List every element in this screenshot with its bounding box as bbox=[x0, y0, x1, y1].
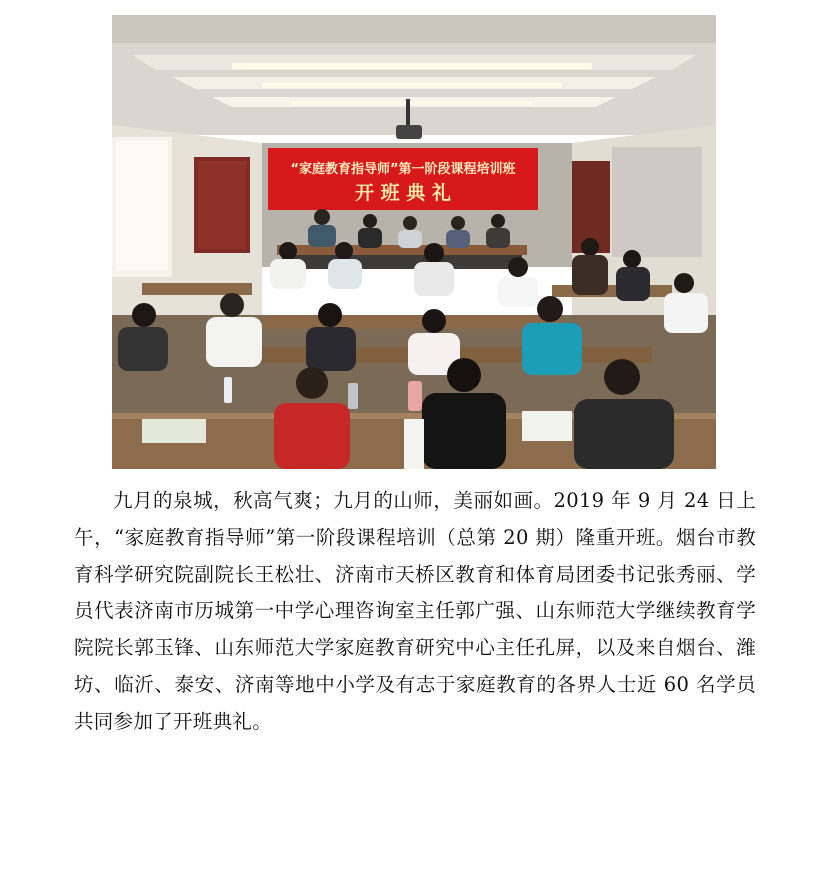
banner-subtitle: 开 班 典 礼 bbox=[355, 182, 451, 204]
classroom-scene bbox=[112, 15, 716, 469]
banner-title: “家庭教育指导师”第一阶段课程培训班 bbox=[290, 162, 516, 177]
event-photo bbox=[112, 15, 716, 469]
article-body bbox=[74, 483, 756, 741]
article-paragraph: 九月的泉城，秋高气爽；九月的山师，美丽如画。2019 年 9 月 24 日上午，“家庭教育指导师”第一阶段课程培训（总第 20 期）隆重开班。烟台市教育科学研究院副院长王松壮、济南市天桥区教育和体育局团委书记张秀丽、学员代表济南市历城第一中学心理咨询室主任郭广强、山东师范大学继续教育学院院长郭玉锋、山东师范大学家庭教育研究中心主任孔屏，以及来自烟台、潍坊、临沂、泰安、济南等地中小学及有志于家庭教育的各界人士近 60 名学员共同参加了开班典礼。 bbox=[74, 489, 756, 733]
